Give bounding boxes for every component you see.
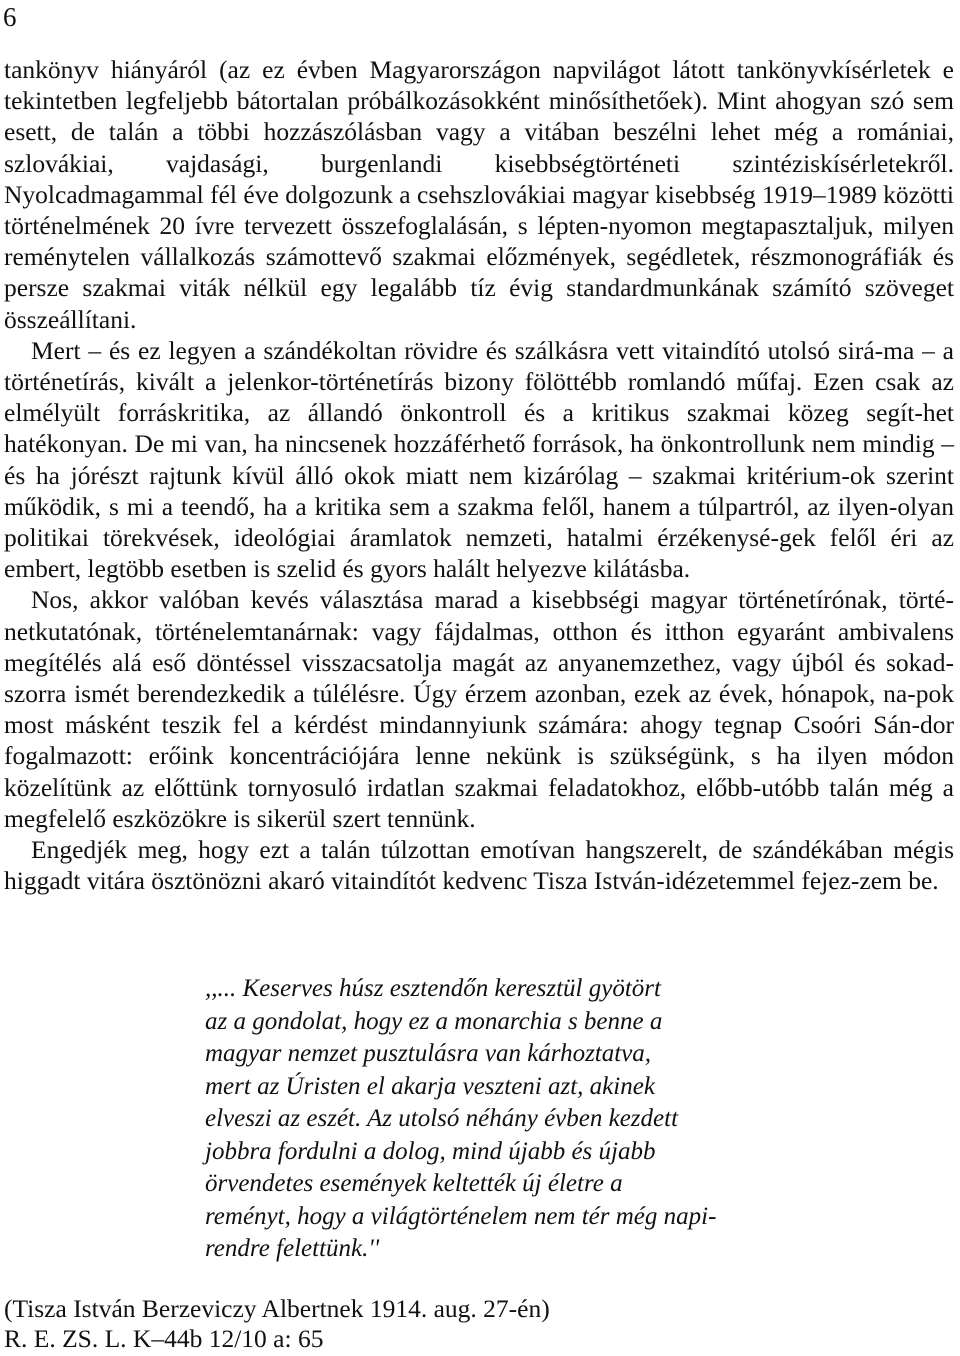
source-citation: (Tisza István Berzeviczy Albertnek 1914. aug. 27-én)	[4, 1294, 550, 1323]
paragraph-2: Mert – és ez legyen a szándékoltan rövidre és szálkásra vett vitaindító utolsó sirá-ma – a történetírás, kivált a jelenkor-történetírás bizony fölöttébb romlandó műfaj. Ezen csak az elmélyült forráskritika, az állandó önkontroll és a kritikus szakmai közeg segít-het hatékonyan. De mi van, ha nincsenek hozzáférhető források, ha önkontrollunk nem mindig – és ha jórészt rajtunk kívül álló okok miatt nem kizárólag – szakmai kritérium-ok szerint működik, s mi a teendő, ha a kritika sem a szakma felől, hanem a túlpartról, az ilyen-olyan politikai törekvések, ideológiai áramlatok nemzeti, hatalmi érzékenysé-gek felől éri az embert, legtöbb esetben is szelid és gyors halált helyezve kilátásba.	[4, 335, 954, 584]
quote-line: rendre felettünk.''	[205, 1235, 380, 1262]
tisza-quote	[205, 973, 765, 1266]
quote-line: magyar nemzet pusztulásra van kárhoztatva,	[205, 1040, 652, 1067]
quote-line: elveszi az eszét. Az utolsó néhány évben kezdett	[205, 1105, 679, 1132]
quote-line: jobbra fordulni a dolog, mind újabb és újabb	[205, 1137, 656, 1165]
quote-line: örvendetes események keltették új életre a	[205, 1170, 623, 1197]
quote-source	[4, 1294, 550, 1354]
quote-line: az a gondolat, hogy ez a monarchia s benne a	[205, 1007, 663, 1035]
quote-line: mert az Úristen el akarja veszteni azt, akinek	[205, 1072, 655, 1100]
quote-line: ,,... Keserves húsz esztendőn keresztül gyötört	[205, 975, 661, 1002]
page-number: 6	[3, 2, 17, 32]
body-text	[4, 54, 954, 896]
quote-line: reményt, hogy a világtörténelem nem tér még napi-	[205, 1202, 717, 1230]
archive-reference: R. E. ZS. L. K–44b 12/10 a: 65	[4, 1324, 324, 1353]
paragraph-4: Engedjék meg, hogy ezt a talán túlzottan emotívan hangszerelt, de szándékában mégis higgadt vitára ösztönözni akaró vitaindítót kedvenc Tisza István-idézetemmel fejez-zem be.	[4, 835, 954, 896]
paragraph-1: tankönyv hiányáról (az ez évben Magyarországon napvilágot látott tankönyvkísérletek e tekintetben legfeljebb bátortalan próbálkozásokként minősíthetőek). Mint ahogyan szó sem esett, de talán a többi hozzászólásban vagy a vitában beszélni lehet még a romániai, szlovákiai, vajdasági, burgenlandi kisebbségtörténeti szintéziskísérletekről. Nyolcadmagammal fél éve dolgozunk a csehszlovákiai magyar kisebbség 1919–1989 közötti történelmének 20 ívre tervezett összefoglalásán, s lépten-nyomon megtapasztaljuk, milyen reménytelen vállalkozás számottevő szakmai előzmények, segédletek, részmonográfiák és persze szakmai viták nélkül egy legalább tíz évig standardmunkának számító szöveget összeállítani.	[4, 55, 954, 334]
paragraph-3: Nos, akkor valóban kevés választása marad a kisebbségi magyar történetírónak, törté-netkutatónak, történelemtanárnak: vagy fájdalmas, otthon és itthon egyaránt ambivalens megítélés alá eső döntéssel visszacsatolja magát az anyanemzethez, vagy újból és sokad-szorra ismét berendezkedik a túlélésre. Úgy érzem azonban, ezek az évek, hónapok, na-pok most másként teszik fel a kérdést mindannyiunk számára: ahogy tegnap Csoóri Sán-dor fogalmazott: erőink koncentrációjára lenne nekünk is szükségünk, s ha ilyen módon közelítünk az előttünk tornyosuló irdatlan szakmai feladatokhoz, előbb-utóbb talán még a megfelelő eszközökre is sikerül szert tennünk.	[4, 585, 954, 833]
